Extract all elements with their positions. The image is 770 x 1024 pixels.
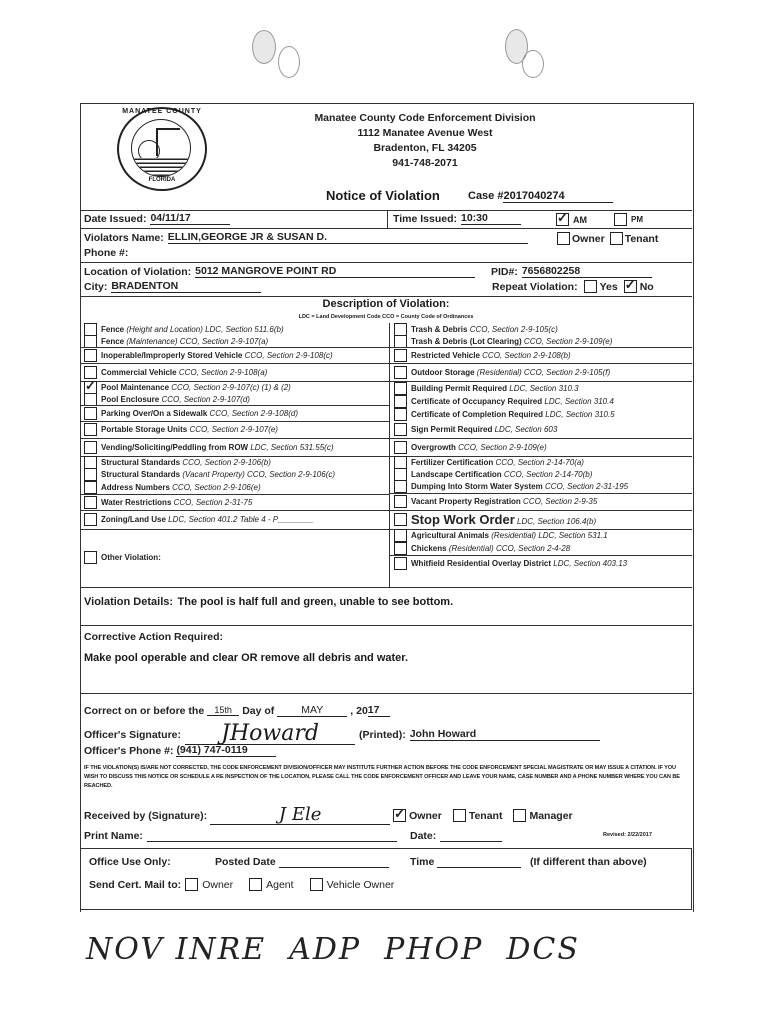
violation-code: (Residential) CCO, Section 2-4-28 <box>448 544 571 553</box>
violation-label <box>411 497 597 506</box>
violation-label <box>101 325 284 334</box>
office-use-label: Office Use Only: <box>89 856 171 868</box>
violation-label <box>101 515 314 524</box>
officer-signature-row <box>84 721 600 746</box>
agency-address: 1112 Manatee Avenue West <box>357 127 493 139</box>
violation-checkbox[interactable] <box>394 480 407 493</box>
year-prefix: , 20 <box>350 704 368 717</box>
violation-label <box>101 337 268 346</box>
violation-name: Dumping Into Storm Water System <box>411 482 543 491</box>
violation-item[interactable] <box>394 481 628 492</box>
location-value[interactable]: 5012 MANGROVE POINT RD <box>195 265 475 278</box>
violation-code: (Height and Location) LDC, Section 511.6(b) <box>126 324 284 334</box>
received-by-row <box>84 806 573 825</box>
pm-label: PM <box>631 215 643 224</box>
violation-label <box>411 425 557 434</box>
officer-phone-value[interactable]: (941) 747-0119 <box>176 744 276 757</box>
violation-code: (Residential) LDC, Section 531.1 <box>491 531 608 540</box>
violation-label <box>411 410 615 419</box>
repeat-no-label: No <box>639 280 654 293</box>
violation-checkbox[interactable] <box>394 529 407 542</box>
violation-name: Inoperable/Improperly Stored Vehicle <box>101 350 243 360</box>
pid-value[interactable]: 7656802258 <box>522 265 652 278</box>
day-of-label: Day of <box>242 704 275 717</box>
description-title: Description of Violation: <box>322 298 450 310</box>
office-time-row <box>410 856 521 868</box>
violation-name: Building Permit Required <box>411 383 508 393</box>
violation-name: Agricultural Animals <box>411 531 489 540</box>
violation-code: CCO, Section 2-9-108(c) <box>244 350 333 360</box>
violation-item[interactable] <box>84 336 268 346</box>
violation-checkbox[interactable] <box>394 468 407 481</box>
violation-item[interactable] <box>394 469 592 479</box>
violators-name-label: Violators Name: <box>84 231 164 244</box>
violation-checkbox[interactable] <box>394 395 407 408</box>
date-issued-row <box>84 212 230 225</box>
received-by-label: Received by (Signature): <box>84 809 208 822</box>
violation-checkbox[interactable] <box>84 349 97 362</box>
violation-label <box>411 512 596 527</box>
violation-checkbox[interactable] <box>84 468 97 481</box>
violation-name: Structural Standards <box>101 457 181 467</box>
violation-label <box>101 483 261 492</box>
receipt-manager-label: Manager <box>529 809 573 822</box>
violation-label <box>101 443 334 452</box>
deadline-month[interactable]: MAY <box>277 704 347 717</box>
am-label: AM <box>573 214 587 225</box>
violation-code: CCO, Section 2-9-107(e) <box>189 425 278 434</box>
violation-item[interactable] <box>394 494 597 509</box>
violation-checkbox[interactable] <box>394 335 407 348</box>
violation-item[interactable] <box>84 530 161 584</box>
violation-checkbox[interactable] <box>394 513 407 526</box>
violation-code: LDC, Section 310.5 <box>545 410 615 419</box>
violation-code: CCO, Section 2-9-108(b) <box>482 350 571 360</box>
violation-code: CCO, Section 2-9-107(d) <box>161 394 250 404</box>
case-label: Case # <box>468 190 504 202</box>
violation-code: LDC, Section 310.4 <box>544 397 614 406</box>
violation-label <box>101 498 252 507</box>
cert-owner-checkbox[interactable] <box>185 878 198 891</box>
owner-tenant-options <box>557 232 658 245</box>
violation-label <box>411 351 571 360</box>
violation-name: Pool Enclosure <box>101 394 160 404</box>
violation-checkbox[interactable] <box>394 542 407 555</box>
violators-name-row <box>84 231 528 244</box>
violation-item[interactable] <box>84 422 278 437</box>
violation-name: Certificate of Occupancy Required <box>411 397 543 406</box>
violation-code: CCO, Section 2-9-107(c) (1) & (2) <box>171 382 291 392</box>
cert-vehicle-owner-checkbox[interactable] <box>310 878 323 891</box>
violation-code: (Maintenance) CCO, Section 2-9-107(a) <box>126 336 269 346</box>
violation-label <box>411 544 570 553</box>
violation-name: Address Numbers <box>101 482 170 492</box>
correction-deadline-row <box>84 704 390 717</box>
violation-name: Portable Storage Units <box>101 425 188 434</box>
violation-item[interactable] <box>394 409 615 420</box>
received-signature[interactable]: J Ele <box>210 806 390 825</box>
violation-item[interactable] <box>84 324 284 334</box>
violation-label <box>411 337 612 346</box>
agency-phone: 941-748-2071 <box>392 157 458 169</box>
receipt-owner-label: Owner <box>409 809 442 822</box>
pid-label: PID#: <box>491 265 518 278</box>
receipt-date-field[interactable] <box>440 830 502 842</box>
seal-top-text: MANATEE COUNTY <box>122 108 202 115</box>
violation-checkbox[interactable] <box>84 423 97 436</box>
repeat-yes-label: Yes <box>599 280 618 293</box>
office-use-row <box>89 856 171 868</box>
violation-item[interactable] <box>84 439 334 455</box>
repeat-yes-checkbox[interactable] <box>584 280 597 293</box>
violation-item[interactable] <box>394 422 557 437</box>
violation-details-value[interactable]: The pool is half full and green, unable to see bottom. <box>177 596 454 608</box>
violation-details-label: Violation Details: <box>84 596 174 608</box>
violation-name: Landscape Certification <box>411 469 502 479</box>
receipt-manager-checkbox[interactable] <box>513 809 526 822</box>
cert-agent-checkbox[interactable] <box>249 878 262 891</box>
violation-checkbox[interactable] <box>84 513 97 526</box>
violation-code: LDC, Section 531.55(c) <box>250 442 334 452</box>
officer-signature-label: Officer's Signature: <box>84 728 182 741</box>
violation-name: Fence <box>101 336 125 346</box>
revised-date: Revised: 2/22/2017 <box>603 832 652 838</box>
violation-item[interactable] <box>84 469 335 479</box>
violation-name: Commercial Vehicle <box>101 367 177 377</box>
violation-item[interactable] <box>394 336 612 346</box>
repeat-no-checkbox[interactable] <box>624 280 637 293</box>
violation-name: Trash & Debris <box>411 324 468 334</box>
violation-item[interactable] <box>394 324 558 334</box>
am-checkbox[interactable] <box>556 213 569 226</box>
deadline-prefix: Correct on or before the <box>84 704 205 717</box>
violation-item[interactable] <box>394 530 608 541</box>
violation-checkbox[interactable] <box>394 441 407 454</box>
violation-item[interactable] <box>394 457 584 467</box>
punch-hole-decoration <box>252 30 276 64</box>
violation-name: Vending/Soliciting/Peddling from ROW <box>101 442 249 452</box>
violation-checkbox[interactable] <box>394 349 407 362</box>
violation-name: Vacant Property Registration <box>411 497 521 506</box>
violation-item[interactable] <box>394 439 547 455</box>
violation-name: Structural Standards <box>101 469 181 479</box>
violation-item[interactable] <box>394 396 614 407</box>
location-row <box>84 265 475 278</box>
office-time-field[interactable] <box>437 856 521 868</box>
owner-checkbox[interactable] <box>557 232 570 245</box>
pm-option[interactable] <box>614 213 643 226</box>
violation-checkbox[interactable] <box>394 366 407 379</box>
receipt-tenant-label: Tenant <box>468 809 503 822</box>
phone-label: Phone #: <box>84 247 129 259</box>
violation-checkbox[interactable] <box>84 481 97 494</box>
code-legend: LDC = Land Development Code CCO = County Code of Ordinances <box>298 314 474 320</box>
violation-checkbox[interactable] <box>394 408 407 421</box>
violation-code: CCO, Section 2-9-109(e) <box>458 442 547 452</box>
violation-code: LDC, Section 403.13 <box>553 558 628 568</box>
deadline-year[interactable]: 17 <box>368 704 390 717</box>
owner-label: Owner <box>572 232 605 245</box>
punch-hole-decoration <box>278 46 300 78</box>
cert-vehicle-owner-label: Vehicle Owner <box>326 878 395 891</box>
violation-code: (Vacant Property) CCO, Section 2-9-106(c) <box>182 469 336 479</box>
date-issued-value[interactable]: 04/11/17 <box>150 212 230 225</box>
case-number-value: 2017040274 <box>503 190 613 203</box>
violation-code: CCO, Section 2-14-70(a) <box>495 457 584 467</box>
violation-name: Pool Maintenance <box>101 382 170 392</box>
posted-date-row <box>215 856 389 868</box>
violation-name: Parking Over/On a Sidewalk <box>101 408 208 418</box>
county-seal-logo <box>117 107 207 191</box>
violation-label <box>411 531 608 540</box>
violation-checkbox[interactable] <box>394 557 407 570</box>
violators-name-value[interactable]: ELLIN,GEORGE JR & SUSAN D. <box>168 231 528 244</box>
officer-phone-label: Officer's Phone #: <box>84 744 174 757</box>
violation-code: CCO, Section 2-9-109(e) <box>523 336 613 346</box>
pm-checkbox[interactable] <box>614 213 627 226</box>
deadline-day[interactable]: 15th <box>207 705 239 716</box>
violation-name: Whitfield Residential Overlay District <box>411 558 552 568</box>
seal-bottom-text: FLORIDA <box>148 177 176 183</box>
violation-label <box>411 368 610 377</box>
violation-code: CCO, Section 2-31-195 <box>544 482 629 491</box>
print-name-label: Print Name: <box>84 830 143 842</box>
violation-name: Restricted Vehicle <box>411 350 480 360</box>
punch-hole-decoration <box>522 50 544 78</box>
tenant-label: Tenant <box>624 232 659 245</box>
print-name-row <box>84 830 397 842</box>
violation-label <box>101 368 267 377</box>
violation-code: LDC, Section 310.3 <box>509 383 579 393</box>
violation-label <box>411 559 627 568</box>
violation-label <box>101 383 291 392</box>
violation-label <box>101 425 278 434</box>
violation-checkbox[interactable] <box>394 495 407 508</box>
officer-printed-label: (Printed): <box>359 728 406 741</box>
violation-code: CCO, Section 2-9-105(c) <box>469 324 558 334</box>
if-different-note: (If different than above) <box>530 856 647 868</box>
posted-date-label: Posted Date <box>215 856 276 868</box>
city-label: City: <box>84 280 108 293</box>
violation-code: CCO, Section 2-31-75 <box>173 497 253 507</box>
violation-code: CCO, Section 2-9-108(d) <box>209 408 298 418</box>
time-issued-label: Time Issued: <box>393 212 457 225</box>
violation-name: Overgrowth <box>411 442 456 452</box>
violation-checkbox[interactable] <box>84 335 97 348</box>
corrective-action-value[interactable]: Make pool operable and clear OR remove all debris and water. <box>84 652 409 664</box>
corrective-action-label: Corrective Action Required: <box>84 631 224 643</box>
receipt-date-label: Date: <box>410 830 437 842</box>
violation-item[interactable] <box>84 495 252 509</box>
am-option[interactable] <box>556 213 587 226</box>
violation-label <box>411 458 584 467</box>
phone-row <box>84 247 132 259</box>
office-time-label: Time <box>410 856 435 868</box>
violation-item[interactable] <box>394 348 571 362</box>
violation-name: Other Violation: <box>101 552 161 562</box>
violation-name: Zoning/Land Use <box>101 515 166 524</box>
violation-item[interactable] <box>394 556 627 570</box>
violation-item[interactable] <box>84 511 314 528</box>
violation-name: Fertilizer Certification <box>411 457 494 467</box>
violation-code: LDC, Section 401.2 Table 4 - P________ <box>168 515 314 524</box>
date-issued-label: Date Issued: <box>84 212 147 225</box>
water-icon <box>132 158 190 176</box>
violation-item[interactable] <box>394 543 570 554</box>
send-cert-label: Send Cert. Mail to: <box>89 878 182 891</box>
violation-name: Water Restrictions <box>101 497 172 507</box>
legal-disclaimer: IF THE VIOLATION(S) IS/ARE NOT CORRECTED, THE CODE ENFORCEMENT DIVISION/OFFICER MAY INSTITUTE FURTHER ACTION BEFORE THE CODE ENFORCEMENT SPECIAL MAGISTRATE OR MAY ISSUE A CITATION. IF YOU WISH TO DISCUSS THIS NOTICE OR SCHEDULE A RE INSPECTION OF THE LOCATION, PLEASE CALL THE CODE ENFORCEMENT OFFICER AND LEAVE YOUR NAME, CASE NUMBER AND A PHONE NUMBER WHERE YOU CAN BE REACHED. <box>84 765 680 789</box>
violation-code: CCO, Section 2-9-35 <box>523 497 598 506</box>
send-cert-mail-row <box>89 878 394 891</box>
violation-name: Outdoor Storage <box>411 367 475 377</box>
violation-code: (Residential) CCO, Section 2-9-105(f) <box>476 367 611 377</box>
case-number-field <box>468 190 613 203</box>
violation-item[interactable] <box>394 511 596 528</box>
violation-label <box>411 443 547 452</box>
tenant-checkbox[interactable] <box>610 232 623 245</box>
receipt-owner-checkbox[interactable] <box>393 809 406 822</box>
violation-checkbox[interactable] <box>394 423 407 436</box>
violation-item[interactable] <box>84 481 261 493</box>
posted-date-field[interactable] <box>279 856 389 868</box>
violation-label <box>101 351 333 360</box>
violation-checkbox[interactable] <box>84 496 97 509</box>
violation-name: Fence <box>101 324 125 334</box>
violation-item[interactable] <box>84 394 250 404</box>
print-name-field[interactable] <box>147 830 397 842</box>
violation-label <box>101 470 335 479</box>
violation-label <box>101 458 271 467</box>
violation-item[interactable] <box>84 348 333 362</box>
handwritten-note: NOV INRE ADP PHOP DCS <box>86 932 580 967</box>
violation-item[interactable] <box>84 406 298 420</box>
cert-owner-label: Owner <box>202 878 234 891</box>
violation-label <box>411 482 628 491</box>
agency-name: Manatee County Code Enforcement Division <box>314 112 536 124</box>
violation-code: CCO, Section 2-14-70(b) <box>503 469 593 479</box>
violation-label <box>411 384 579 393</box>
violation-checkbox[interactable] <box>84 551 97 564</box>
officer-phone-row <box>84 744 276 757</box>
receipt-date-row <box>410 830 502 842</box>
violation-name: Trash & Debris (Lot Clearing) <box>411 336 522 346</box>
city-value[interactable]: BRADENTON <box>111 280 261 293</box>
violation-checkbox[interactable] <box>84 393 97 406</box>
violation-item[interactable] <box>394 382 579 394</box>
violation-details-row <box>84 592 453 610</box>
violation-name: Sign Permit Required <box>411 425 493 434</box>
officer-printed-name[interactable]: John Howard <box>410 728 600 741</box>
repeat-violation-label: Repeat Violation: <box>492 280 578 293</box>
violation-code: LDC, Section 603 <box>494 425 558 434</box>
violation-label <box>101 553 161 562</box>
violation-code: CCO, Section 2-9-106(b) <box>182 457 271 467</box>
violation-label <box>411 325 558 334</box>
violation-item[interactable] <box>394 364 610 380</box>
violation-checkbox[interactable] <box>84 441 97 454</box>
violation-name: Certificate of Completion Required <box>411 410 544 419</box>
repeat-violation-row <box>492 280 654 293</box>
time-issued-value[interactable]: 10:30 <box>461 212 521 225</box>
violation-item[interactable] <box>84 382 291 392</box>
receipt-tenant-checkbox[interactable] <box>453 809 466 822</box>
officer-signature[interactable]: JHoward <box>185 724 355 745</box>
violation-item[interactable] <box>84 364 267 380</box>
violation-item[interactable] <box>84 457 271 467</box>
violation-checkbox[interactable] <box>84 407 97 420</box>
violation-code: CCO, Section 2-9-108(a) <box>178 367 268 377</box>
cert-agent-label: Agent <box>266 878 294 891</box>
violation-checkbox[interactable] <box>394 382 407 395</box>
time-issued-row <box>393 212 521 225</box>
agency-city: Bradenton, FL 34205 <box>373 142 477 154</box>
violation-label <box>411 397 614 406</box>
violation-code: CCO, Section 2-9-106(e) <box>172 482 261 492</box>
violation-label <box>101 409 298 418</box>
violation-name: Chickens <box>411 544 447 553</box>
city-row <box>84 280 261 293</box>
violation-label <box>411 470 592 479</box>
location-label: Location of Violation: <box>84 265 192 278</box>
ship-icon <box>156 128 180 156</box>
violation-name: Stop Work Order <box>411 512 515 527</box>
violation-code: LDC, Section 106.4(b) <box>517 517 597 526</box>
violation-label <box>101 395 250 404</box>
form-title: Notice of Violation <box>326 188 440 203</box>
